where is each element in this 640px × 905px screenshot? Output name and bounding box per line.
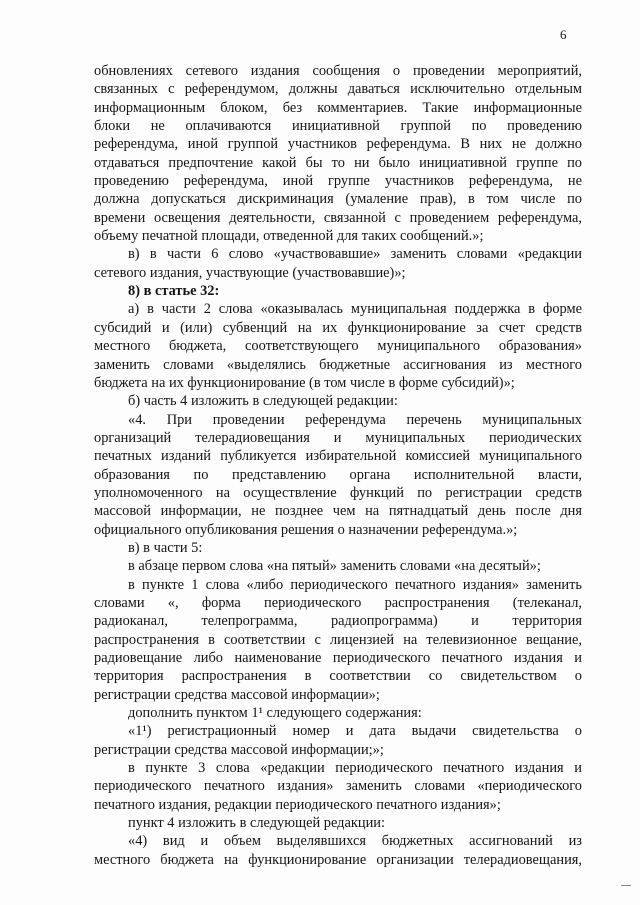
text-line: сетевого издания, участвующие (участвовавшие)»; (94, 264, 406, 281)
text-line: бюджета на их функционирование (в том числе в форме субсидий)»; (94, 374, 515, 391)
text-line: периодического печатного издания» заменить словами «периодического (94, 778, 582, 795)
text-line: в) в части 6 слово «участвовавшие» заменить словами «редакции (128, 246, 582, 263)
text-line: в) в части 5: (128, 539, 203, 556)
text-line: регистрации средства массовой информации;»; (94, 741, 384, 758)
text-line: должна допускаться дискриминация (умаление прав), в том числе по (94, 191, 582, 208)
text-line: информационным блоком, без комментариев. Такие информационные (94, 99, 582, 116)
text-line: распространения в соответствии с лицензией на телевизионное вещание, (94, 631, 582, 648)
text-line: б) часть 4 изложить в следующей редакции: (128, 393, 398, 410)
text-line: регистрации средства массовой информации»; (94, 686, 380, 703)
text-line: дополнить пунктом 1¹ следующего содержания: (128, 705, 422, 722)
text-line: 8) в статье 32: (128, 283, 220, 300)
text-line: территория распространения в соответствии со свидетельством о (94, 668, 582, 685)
text-line: печатных изданий публикуется избирательной комиссией муниципального (94, 448, 582, 465)
text-line: времени освещения деятельности, связанной с проведением референдума, (94, 209, 582, 226)
text-line: «4. При проведении референдума перечень муниципальных (128, 411, 582, 428)
text-line: образования по представлению органа исполнительной власти, (94, 466, 582, 483)
text-line: «1¹) регистрационный номер и дата выдачи свидетельства о (128, 723, 582, 740)
text-line: словами «, форма периодического распространения (телеканал, (94, 594, 582, 611)
text-line: проведению референдума, иной группе участников референдума, не (94, 173, 582, 190)
page-number: 6 (560, 27, 567, 42)
text-line: субсидий и (или) субвенций на их функционирование за счет средств (94, 319, 582, 336)
text-line: обновлениях сетевого издания сообщения о проведении мероприятий, (94, 63, 582, 79)
text-line: в пункте 1 слова «либо периодического печатного издания» заменить (128, 576, 582, 593)
text-line: референдума, иной группой участников референдума. В них не должно (94, 136, 582, 153)
text-line: а) в части 2 слова «оказывалась муниципальная поддержка в форме (128, 301, 582, 318)
text-line: в абзаце первом слова «на пятый» заменить словами «на десятый»; (128, 558, 541, 575)
scan-mark (621, 885, 631, 886)
text-line: уполномоченного на осуществление функций по регистрации средств (94, 484, 582, 501)
text-line: объему печатной площади, отведенной для таких сообщений.»; (94, 228, 484, 245)
text-line: радиовещание либо наименование периодического печатного издания и (94, 650, 582, 666)
text-line: в пункте 3 слова «редакции периодического печатного издания и (128, 760, 582, 777)
text-line: местного бюджета на функционирование организации телерадиовещания, (94, 851, 582, 868)
text-line: официального опубликования решения о назначении референдума.»; (94, 521, 518, 538)
text-line: заменить словами «выделялись бюджетные ассигнования из местного (94, 356, 582, 373)
text-line: радиоканал, телепрограмма, радиопрограмма) и территория (94, 613, 582, 630)
text-line: блоки не оплачиваются инициативной группой по проведению (94, 118, 582, 135)
text-line: печатного издания, редакции периодического печатного издания»; (94, 796, 501, 813)
text-line: «4) вид и объем выделявшихся бюджетных ассигнований из (128, 833, 582, 850)
text-line: массовой информации, не позднее чем на пятнадцатый день после дня (94, 503, 582, 520)
text-line: местного бюджета, соответствующего муниципального образования» (94, 338, 582, 355)
text-line: отдаваться предпочтение какой бы то ни было инициативной группе по (94, 154, 582, 171)
text-line: связанных с референдумом, должны даваться исключительно отдельным (94, 81, 582, 98)
text-line: пункт 4 изложить в следующей редакции: (128, 815, 385, 832)
text-line: организаций телерадиовещания и муниципальных периодических (94, 429, 582, 446)
body-text (94, 62, 582, 869)
